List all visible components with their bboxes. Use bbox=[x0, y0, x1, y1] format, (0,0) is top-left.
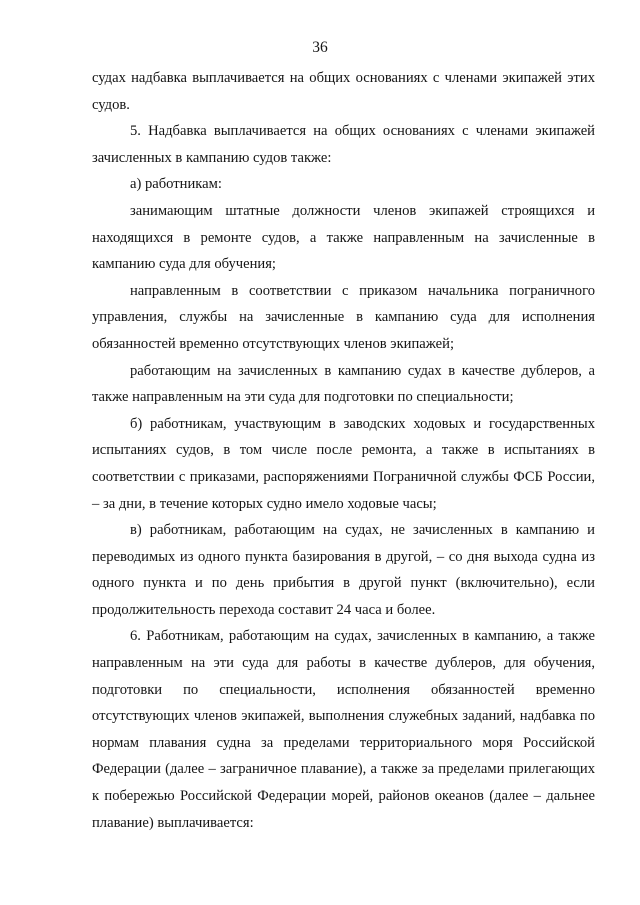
paragraph-subitem-v: в) работникам, работающим на судах, не зачисленных в кампанию и переводимых из одного пункта базирования в другой, – со дня выхода судна из одного пункта и по день прибытия в другой пункт (включительно), если продолжительность перехода составит 24 часа и более. bbox=[92, 522, 595, 618]
paragraph-continuation: судах надбавка выплачивается на общих основаниях с членами экипажей этих судов. bbox=[92, 70, 595, 113]
paragraph-item-5: 5. Надбавка выплачивается на общих основаниях с членами экипажей зачисленных в кампанию судов также: bbox=[92, 123, 595, 166]
paragraph-item-6: 6. Работникам, работающим на судах, зачисленных в кампанию, а также направленным на эти суда для работы в качестве дублеров, для обучения, подготовки по специальности, исполнения обязанностей временно отсутствующих членов экипажей, выполнения служебных заданий, надбавка по нормам плавания судна за пределами территориального моря Российской Федерации (далее – заграничное плавание), а также за пределами прилегающих к побережью Российской Федерации морей, районов океанов (далее – дальнее плавание) выплачивается: bbox=[92, 628, 595, 831]
paragraph-directed-by-order: направленным в соответствии с приказом начальника пограничного управления, службы на зачисленные в кампанию суда для исполнения обязанностей временно отсутствующих членов экипажей; bbox=[92, 282, 595, 352]
paragraph-understudies: работающим на зачисленных в кампанию судах в качестве дублеров, а также направленным на эти суда для подготовки по специальности; bbox=[92, 362, 595, 406]
document-body bbox=[92, 65, 595, 836]
paragraph-subitem-b: б) работникам, участвующим в заводских ходовых и государственных испытаниях судов, в том числе после ремонта, а также в испытаниях в соответствии с приказами, распоряжениями Пограничной службы ФСБ России, – за дни, в течение которых судно имело ходовые часы; bbox=[92, 415, 595, 512]
paragraph-staff-positions: занимающим штатные должности членов экипажей строящихся и находящихся в ремонте судов, а также направленным на зачисленные в кампанию суда для обучения; bbox=[92, 202, 595, 273]
page-number: 36 bbox=[312, 39, 328, 56]
paragraph-subitem-a: а) работникам: bbox=[130, 176, 222, 193]
